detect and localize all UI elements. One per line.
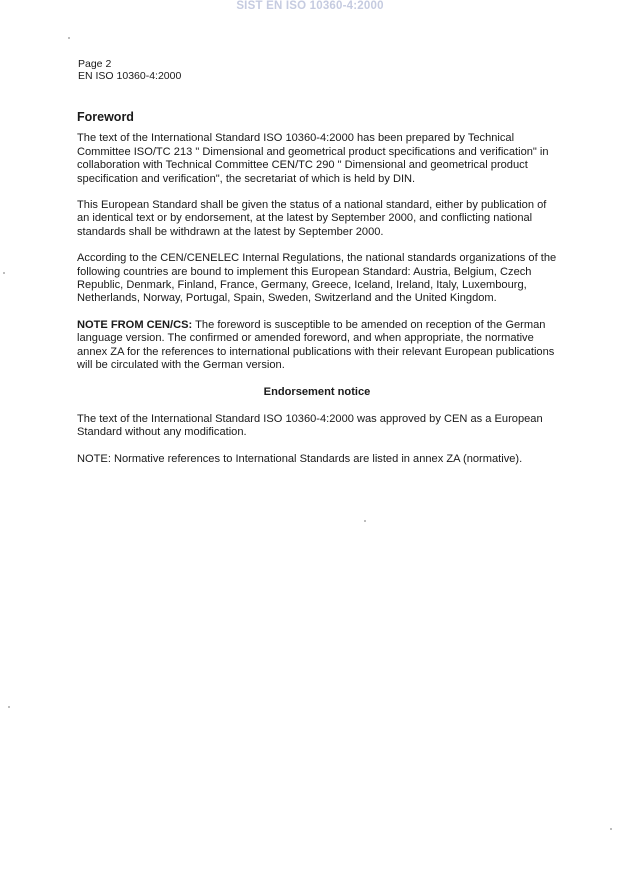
scan-speck [8,706,10,708]
foreword-paragraph-2: This European Standard shall be given the status of a national standard, either by publication of an identical text or by endorsement, at the latest by September 2000, and conflicting national standards shall be withdrawn at the latest by September 2000. [77,199,547,238]
note-text: The foreword is susceptible to be amended on reception of the German language version. The confirmed or amended foreword, and when appropriate, the normative annex ZA for the references to international publications with their relevant European publications will be circulated with the German version. [77,318,555,372]
scan-speck [610,828,612,830]
endorsement-note: NOTE: Normative references to International Standards are listed in annex ZA (normative). [77,452,523,465]
standard-id: EN ISO 10360-4:2000 [78,70,182,82]
foreword-paragraph-3: According to the CEN/CENELEC Internal Regulations, the national standards organizations of the following countries are bound to implement this European Standard: Austria, Belgium, Czech Republic, Denmark, Finland, France, Germany, Greece, Iceland, Ireland, Italy, Luxembourg, Netherlands, Norway, Portugal, Spain, Sweden, Switzerland and the United Kingdom. [77,252,557,305]
scan-speck [3,272,5,274]
foreword-paragraph-1: The text of the International Standard ISO 10360-4:2000 has been prepared by Technical Committee ISO/TC 213 " Dimensional and geometrical product specifications and verification" in collaboration with Technical Committee CEN/TC 290 " Dimensional and geometrical product specification and verification", the secretariat of which is held by DIN. [77,132,549,185]
note-paragraph [77,319,557,373]
page-number: Page 2 [78,58,112,70]
scan-speck [364,520,366,522]
page-header [78,58,181,82]
endorsement-heading: Endorsement notice [263,385,371,398]
scan-speck [68,37,70,39]
watermark: SIST EN ISO 10360-4:2000 [236,0,384,12]
endorsement-text: The text of the International Standard ISO 10360-4:2000 was approved by CEN as a European Standard without any modification. [77,412,543,439]
foreword-heading: Foreword [77,110,134,124]
document-body [77,111,557,479]
note-label: NOTE FROM CEN/CS: [77,318,193,331]
